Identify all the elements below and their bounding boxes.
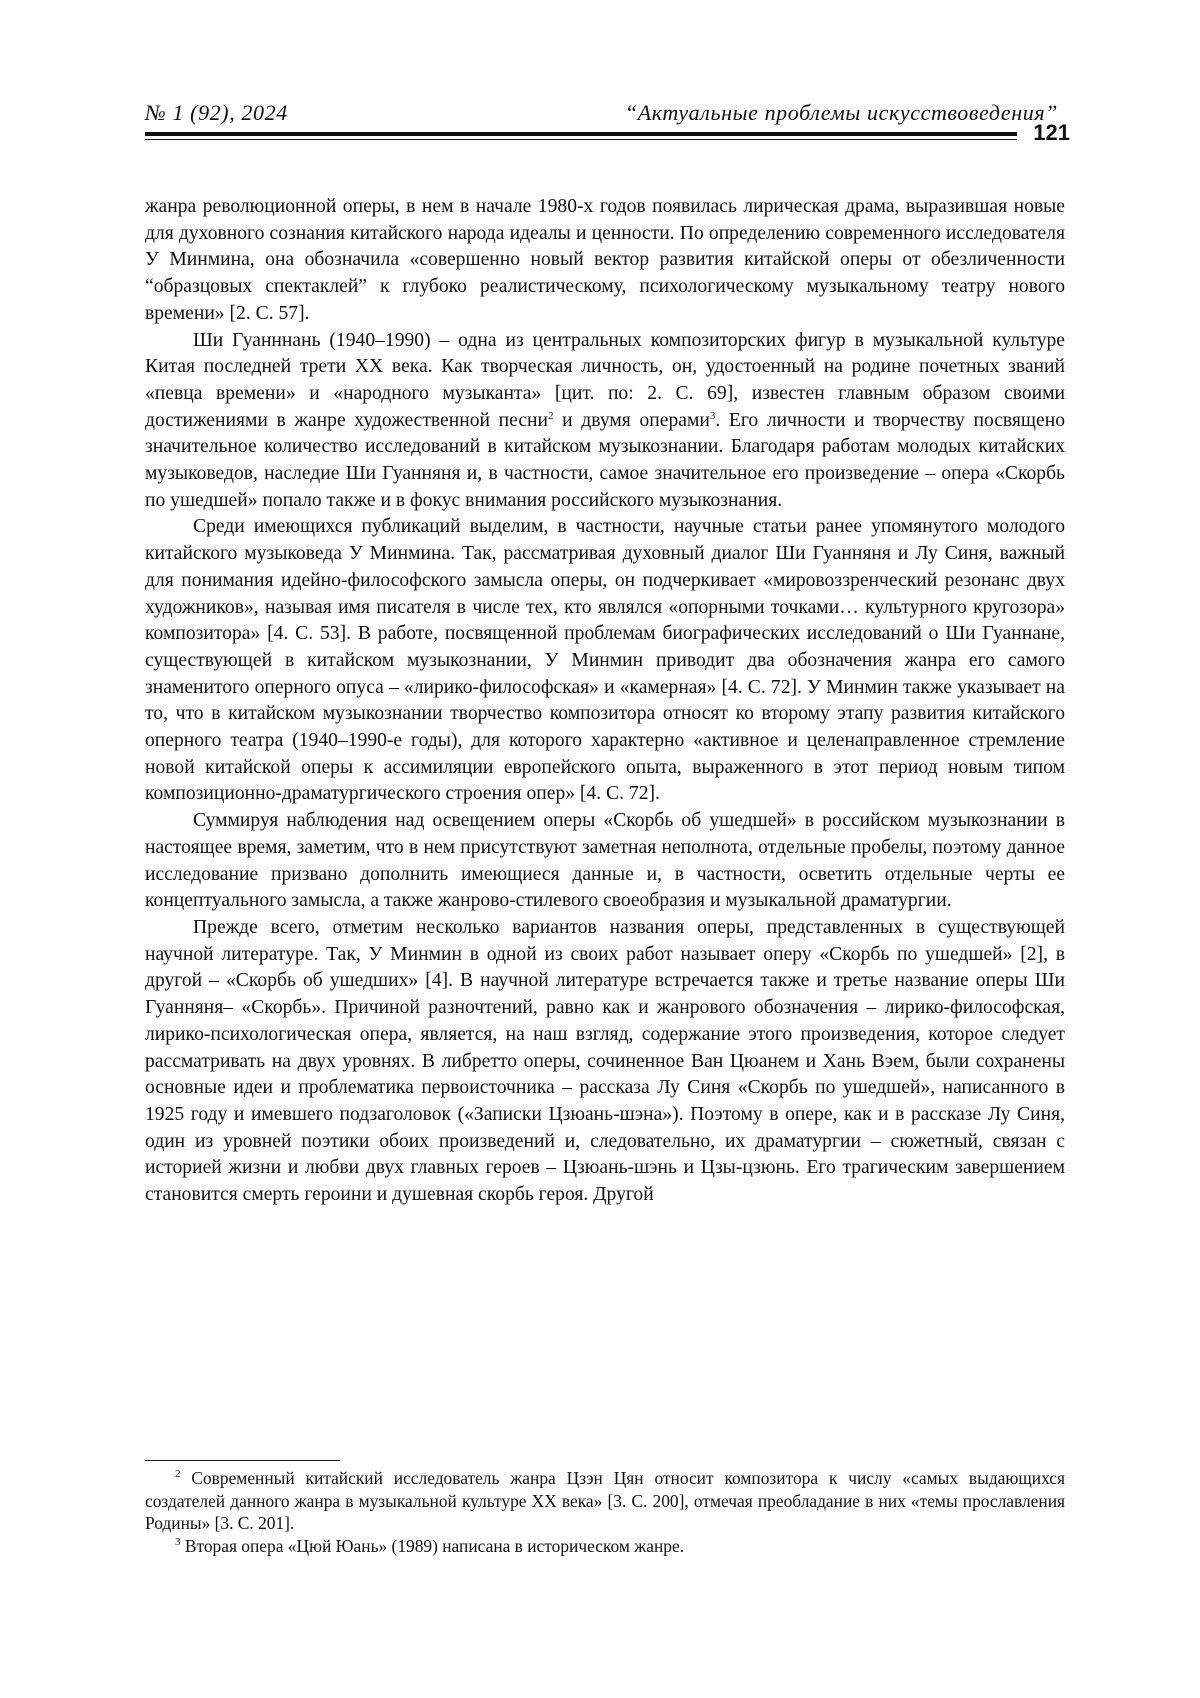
paragraph-2-part-3: . Его личности и творчеству посвящено значительное количество исследований в китайском музыкознании. Благодаря работам молодых китайских музыковедов, наследие Ши Гуанняня и, в частности, самое значительное его произведение – опера «Скорбь по ушедшей» попало также и в фокус внимания российского музыкознания. bbox=[145, 410, 1065, 511]
article-body bbox=[145, 194, 1065, 1209]
header-rule-thin bbox=[145, 139, 1017, 140]
footnote-2 bbox=[145, 1467, 1065, 1535]
journal-title: “Актуальные проблемы искусствоведения” bbox=[625, 100, 1058, 126]
footnote-separator bbox=[145, 1460, 340, 1461]
footnote-number: 3 bbox=[175, 1536, 181, 1548]
paragraph-3: Среди имеющихся публикаций выделим, в частности, научные статьи ранее упомянутого молодого китайского музыковеда У Минмина. Так, рассматривая духовный диалог Ши Гуанняня и Лу Синя, важный для понимания идейно-философского замысла оперы, он подчеркивает «мировоззренческий резонанс двух художников», называя имя писателя в числе тех, кто являлся «опорными точками… культурного кругозора» композитора» [4. С. 53]. В работе, посвященной проблемам биографических исследований о Ши Гуаннане, существующей в китайском музыкознании, У Минмин приводит два обозначения жанра его самого знаменитого оперного опуса – «лирико-философская» и «камерная» [4. С. 72]. У Минмин также указывает на то, что в китайском музыкознании творчество композитора относят ко второму этапу развития китайского оперного театра (1940–1990-е годы), для которого характерно «активное и целенаправленное стремление новой китайской оперы к ассимиляции европейского опыта, выраженного в этот период новым типом композиционно-драматургического строения опер» [4. С. 72]. bbox=[145, 514, 1065, 808]
paragraph-5: Прежде всего, отметим несколько вариантов названия оперы, представленных в существующей научной литературе. Так, У Минмин в одной из своих работ называет оперу «Скорбь по ушедшей» [2], в другой – «Скорбь об ушедших» [4]. В научной литературе встречается также и третье название оперы Ши Гуанняня– «Скорбь». Причиной разночтений, равно как и жанрового обозначения – лирико-философская, лирико-психологическая опера, является, на наш взгляд, содержание этого произведения, которое следует рассматривать на двух уровнях. В либретто оперы, сочиненное Ван Цюанем и Хань Вэем, были сохранены основные идеи и проблематика первоисточника – рассказа Лу Синя «Скорбь по ушедшей», написанного в 1925 году и имевшего подзаголовок («Записки Цзюань-шэна»). Поэтому в опере, как и в рассказе Лу Синя, один из уровней поэтики обоих произведений и, следовательно, их драматургии – сюжетный, связан с историей жизни и любви двух главных героев – Цзюань-шэнь и Цзы-цзюнь. Его трагическим завершением становится смерть героини и душевная скорбь героя. Другой bbox=[145, 915, 1065, 1209]
footnote-ref-2[interactable]: 2 bbox=[548, 410, 554, 422]
header-rule-thick bbox=[145, 132, 1017, 136]
paragraph-2 bbox=[145, 328, 1065, 515]
footnote-text: Вторая опера «Цюй Юань» (1989) написана в историческом жанре. bbox=[185, 1536, 684, 1556]
paragraph-2-part-1: Ши Гуанннань (1940–1990) – одна из центральных композиторских фигур в музыкальной культуре Китая последней трети XX века. Как творческая личность, он, удостоенный на родине почетных званий «певца времени» и «народного музыканта» [цит. по: 2. С. 69], известен главным образом своими достижениями в жанре художественной песни bbox=[145, 330, 1065, 431]
footnote-ref-3[interactable]: 3 bbox=[710, 410, 716, 422]
footnote-text: Современный китайский исследователь жанра Цзэн Цян относит композитора к числу «самых выдающихся создателей данного жанра в музыкальной культуре XX века» [3. С. 200], отмечая преобладание в них «темы прославления Родины» [3. С. 201]. bbox=[145, 1468, 1065, 1533]
footnotes bbox=[145, 1467, 1065, 1557]
paragraph-1: жанра революционной оперы, в нем в начале 1980-х годов появилась лирическая драма, выразившая новые для духовного сознания китайского народа идеалы и ценности. По определению современного исследователя У Минмина, она обозначила «совершенно новый вектор развития китайской оперы от обезличенности “образцовых спектаклей” к глубоко реалистическому, психологическому музыкальному театру нового времени» [2. С. 57]. bbox=[145, 194, 1065, 328]
footnote-3 bbox=[145, 1535, 1065, 1558]
paragraph-2-part-2: и двумя операми bbox=[554, 410, 710, 431]
running-header bbox=[145, 100, 1070, 148]
page-number: 121 bbox=[1033, 120, 1070, 146]
footnote-number: 2 bbox=[175, 1468, 181, 1480]
paragraph-4: Суммируя наблюдения над освещением оперы «Скорбь об ушедшей» в российском музыкознании в настоящее время, заметим, что в нем присутствуют заметная неполнота, отдельные пробелы, поэтому данное исследование призвано дополнить имеющиеся данные и, в частности, осветить отдельные черты ее концептуального замысла, а также жанрово-стилевого своеобразия и музыкальной драматургии. bbox=[145, 808, 1065, 915]
issue-label: № 1 (92), 2024 bbox=[145, 100, 288, 126]
